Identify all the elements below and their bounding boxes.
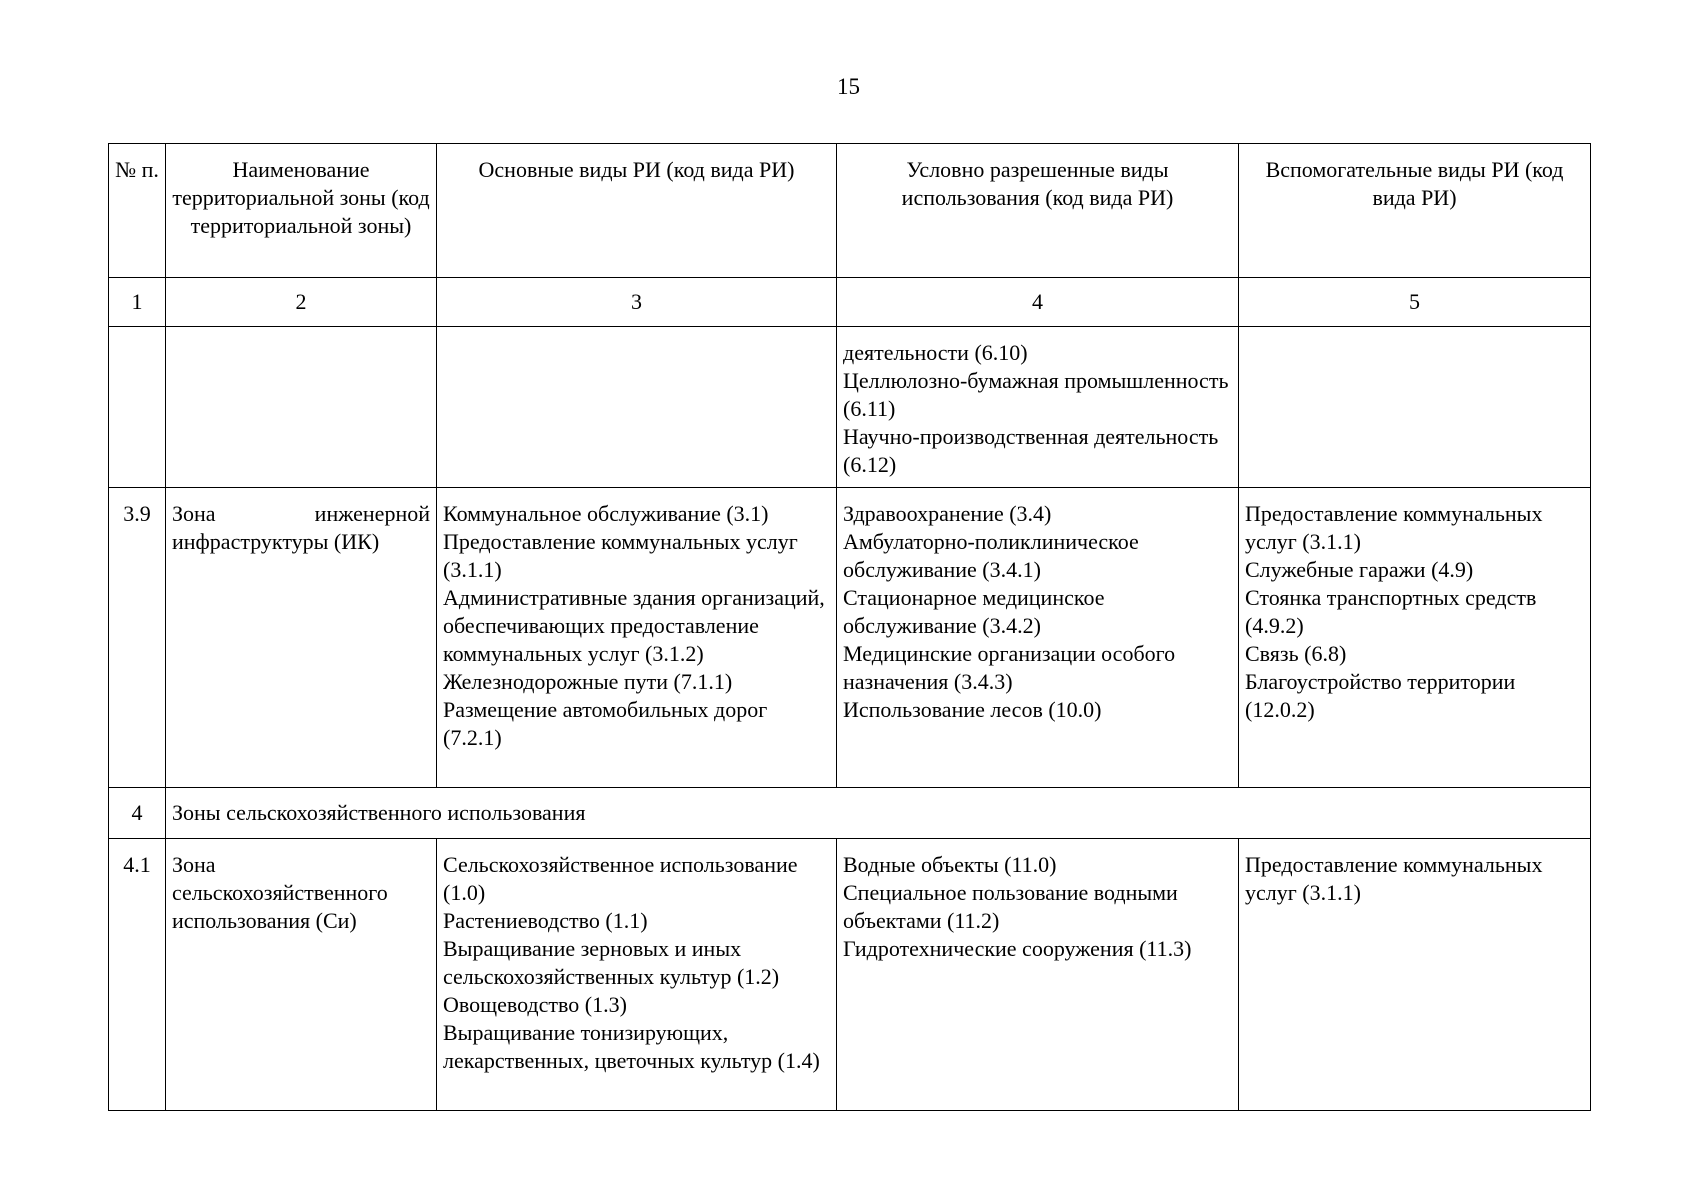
list-item: деятельности (6.10) bbox=[843, 340, 1028, 365]
auxiliary-types-cell bbox=[1239, 327, 1591, 488]
list-item: Железнодорожные пути (7.1.1) bbox=[443, 669, 733, 694]
list-item: Выращивание зерновых и иных сельскохозяйственных культур (1.2) bbox=[443, 936, 780, 989]
list-item: Стоянка транспортных средств (4.9.2) bbox=[1245, 585, 1537, 638]
zone-name: Зона сельскохозяйственного использования (Си) bbox=[166, 839, 437, 1111]
list-item: Предоставление коммунальных услуг (3.1.1) bbox=[1245, 501, 1543, 554]
row-number: 3.9 bbox=[109, 488, 166, 788]
column-number: 3 bbox=[437, 278, 837, 327]
list-item: Здравоохранение (3.4) bbox=[843, 501, 1052, 526]
zoning-table bbox=[108, 143, 1591, 1111]
list-item: Коммунальное обслуживание (3.1) bbox=[443, 501, 769, 526]
list-item: Административные здания организаций, обеспечивающих предоставление коммунальных услуг (3.1.2) bbox=[443, 585, 825, 666]
list-item: Специальное пользование водными объектами (11.2) bbox=[843, 880, 1178, 933]
header-row bbox=[109, 144, 1591, 278]
list-item: Целлюлозно-бумажная промышленность (6.11) bbox=[843, 368, 1229, 421]
auxiliary-types-cell bbox=[1239, 488, 1591, 788]
section-row bbox=[109, 788, 1591, 839]
column-number-row bbox=[109, 278, 1591, 327]
page-number: 15 bbox=[837, 74, 860, 99]
header-number: № п. bbox=[109, 144, 166, 278]
main-types-cell bbox=[437, 488, 837, 788]
list-item: Овощеводство (1.3) bbox=[443, 992, 627, 1017]
header-auxiliary-types: Вспомогательные виды РИ (код вида РИ) bbox=[1239, 144, 1591, 278]
column-number: 5 bbox=[1239, 278, 1591, 327]
list-item: Амбулаторно-поликлиническое обслуживание (3.4.1) bbox=[843, 529, 1139, 582]
list-item: Служебные гаражи (4.9) bbox=[1245, 557, 1474, 582]
list-item: Размещение автомобильных дорог (7.2.1) bbox=[443, 697, 768, 750]
row-number bbox=[109, 327, 166, 488]
header-conditional-types: Условно разрешенные виды использования (код вида РИ) bbox=[837, 144, 1239, 278]
auxiliary-types-cell bbox=[1239, 839, 1591, 1111]
list-item: Водные объекты (11.0) bbox=[843, 852, 1057, 877]
main-types-cell bbox=[437, 327, 837, 488]
row-number: 4.1 bbox=[109, 839, 166, 1111]
conditional-types-cell bbox=[837, 327, 1239, 488]
list-item: Использование лесов (10.0) bbox=[843, 697, 1102, 722]
conditional-types-cell bbox=[837, 839, 1239, 1111]
header-main-types: Основные виды РИ (код вида РИ) bbox=[437, 144, 837, 278]
list-item: Растениеводство (1.1) bbox=[443, 908, 648, 933]
list-item: Научно-производственная деятельность (6.12) bbox=[843, 424, 1219, 477]
section-number: 4 bbox=[109, 788, 166, 839]
column-number: 2 bbox=[166, 278, 437, 327]
list-item: Предоставление коммунальных услуг (3.1.1) bbox=[1245, 852, 1543, 905]
table-row bbox=[109, 839, 1591, 1111]
table-row bbox=[109, 327, 1591, 488]
list-item: Связь (6.8) bbox=[1245, 641, 1347, 666]
zone-name: Зона инженерной инфраструктуры (ИК) bbox=[166, 488, 437, 788]
list-item: Предоставление коммунальных услуг (3.1.1) bbox=[443, 529, 798, 582]
list-item: Благоустройство территории (12.0.2) bbox=[1245, 669, 1516, 722]
list-item: Выращивание тонизирующих, лекарственных, цветочных культур (1.4) bbox=[443, 1020, 820, 1073]
table-row bbox=[109, 488, 1591, 788]
zone-name bbox=[166, 327, 437, 488]
conditional-types-cell bbox=[837, 488, 1239, 788]
header-zone-name: Наименование территориальной зоны (код территориальной зоны) bbox=[166, 144, 437, 278]
list-item: Медицинские организации особого назначения (3.4.3) bbox=[843, 641, 1176, 694]
list-item: Стационарное медицинское обслуживание (3.4.2) bbox=[843, 585, 1105, 638]
list-item: Сельскохозяйственное использование (1.0) bbox=[443, 852, 798, 905]
section-title: Зоны сельскохозяйственного использования bbox=[166, 788, 1591, 839]
column-number: 4 bbox=[837, 278, 1239, 327]
main-types-cell bbox=[437, 839, 837, 1111]
list-item: Гидротехнические сооружения (11.3) bbox=[843, 936, 1192, 961]
column-number: 1 bbox=[109, 278, 166, 327]
